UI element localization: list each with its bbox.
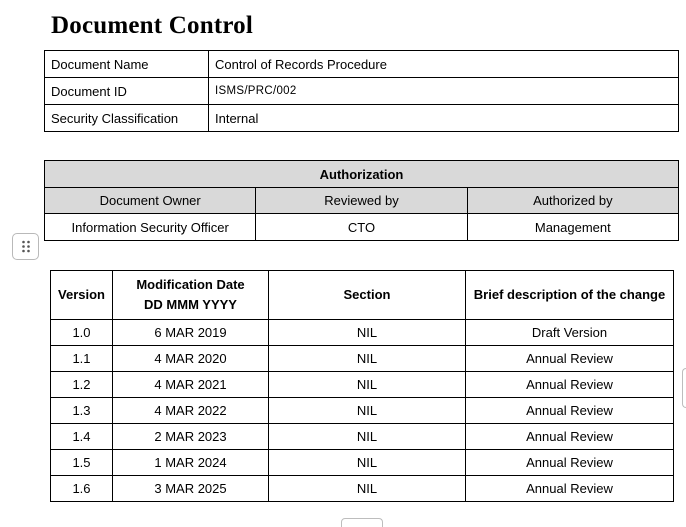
- table-row: [45, 51, 679, 78]
- cell-description: Annual Review: [466, 398, 674, 424]
- cell-version: 1.5: [51, 450, 113, 476]
- page-title: Document Control: [51, 12, 254, 39]
- table-row: [51, 476, 674, 502]
- cell-description: Annual Review: [466, 450, 674, 476]
- cell-version: 1.4: [51, 424, 113, 450]
- cell-version: 1.6: [51, 476, 113, 502]
- table-row: [45, 78, 679, 105]
- cell-section: NIL: [269, 450, 466, 476]
- value-reviewed-by: CTO: [256, 214, 467, 241]
- document-info-table: [44, 50, 679, 132]
- version-history-table: [50, 270, 674, 502]
- column-authorized-by: Authorized by: [467, 188, 678, 214]
- cell-section: NIL: [269, 320, 466, 346]
- table-row: [51, 424, 674, 450]
- info-key-document-name: Document Name: [45, 51, 209, 78]
- version-rows: [51, 320, 674, 502]
- authorization-columns-row: [45, 188, 679, 214]
- scroll-edge-tab[interactable]: [682, 368, 686, 408]
- table-row: [51, 372, 674, 398]
- cell-date: 3 MAR 2025: [113, 476, 269, 502]
- info-value-security-classification: Internal: [209, 105, 679, 132]
- table-row: [51, 450, 674, 476]
- cell-description: Annual Review: [466, 346, 674, 372]
- info-key-security-classification: Security Classification: [45, 105, 209, 132]
- cell-version: 1.2: [51, 372, 113, 398]
- cell-version: 1.3: [51, 398, 113, 424]
- cell-date: 1 MAR 2024: [113, 450, 269, 476]
- column-reviewed-by: Reviewed by: [256, 188, 467, 214]
- cell-date: 6 MAR 2019: [113, 320, 269, 346]
- cell-description: Annual Review: [466, 424, 674, 450]
- cell-description: Annual Review: [466, 372, 674, 398]
- header-modification-date: [113, 271, 269, 320]
- cell-date: 4 MAR 2022: [113, 398, 269, 424]
- cell-date: 4 MAR 2021: [113, 372, 269, 398]
- header-version: Version: [51, 271, 113, 320]
- table-row: [45, 105, 679, 132]
- table-row: [51, 320, 674, 346]
- cell-description: Annual Review: [466, 476, 674, 502]
- table-row: [51, 398, 674, 424]
- authorization-heading: Authorization: [45, 161, 679, 188]
- header-date-line1: Modification Date: [136, 277, 245, 292]
- table-move-handle[interactable]: [12, 233, 39, 260]
- cell-version: 1.0: [51, 320, 113, 346]
- cell-section: NIL: [269, 346, 466, 372]
- info-value-document-name: Control of Records Procedure: [209, 51, 679, 78]
- info-value-document-id: ISMS/PRC/002: [209, 78, 679, 105]
- value-document-owner: Information Security Officer: [45, 214, 256, 241]
- table-row: [51, 346, 674, 372]
- authorization-heading-row: [45, 161, 679, 188]
- info-key-document-id: Document ID: [45, 78, 209, 105]
- header-description: Brief description of the change: [466, 271, 674, 320]
- cell-section: NIL: [269, 372, 466, 398]
- header-date-line2: DD MMM YYYY: [144, 297, 237, 312]
- cell-version: 1.1: [51, 346, 113, 372]
- cell-section: NIL: [269, 398, 466, 424]
- authorization-values-row: [45, 214, 679, 241]
- drag-handle-icon: [21, 240, 31, 253]
- value-authorized-by: Management: [467, 214, 678, 241]
- authorization-table: [44, 160, 679, 241]
- cell-section: NIL: [269, 424, 466, 450]
- column-document-owner: Document Owner: [45, 188, 256, 214]
- version-header-row: [51, 271, 674, 320]
- cell-date: 4 MAR 2020: [113, 346, 269, 372]
- cell-description: Draft Version: [466, 320, 674, 346]
- cell-date: 2 MAR 2023: [113, 424, 269, 450]
- header-section: Section: [269, 271, 466, 320]
- cell-section: NIL: [269, 476, 466, 502]
